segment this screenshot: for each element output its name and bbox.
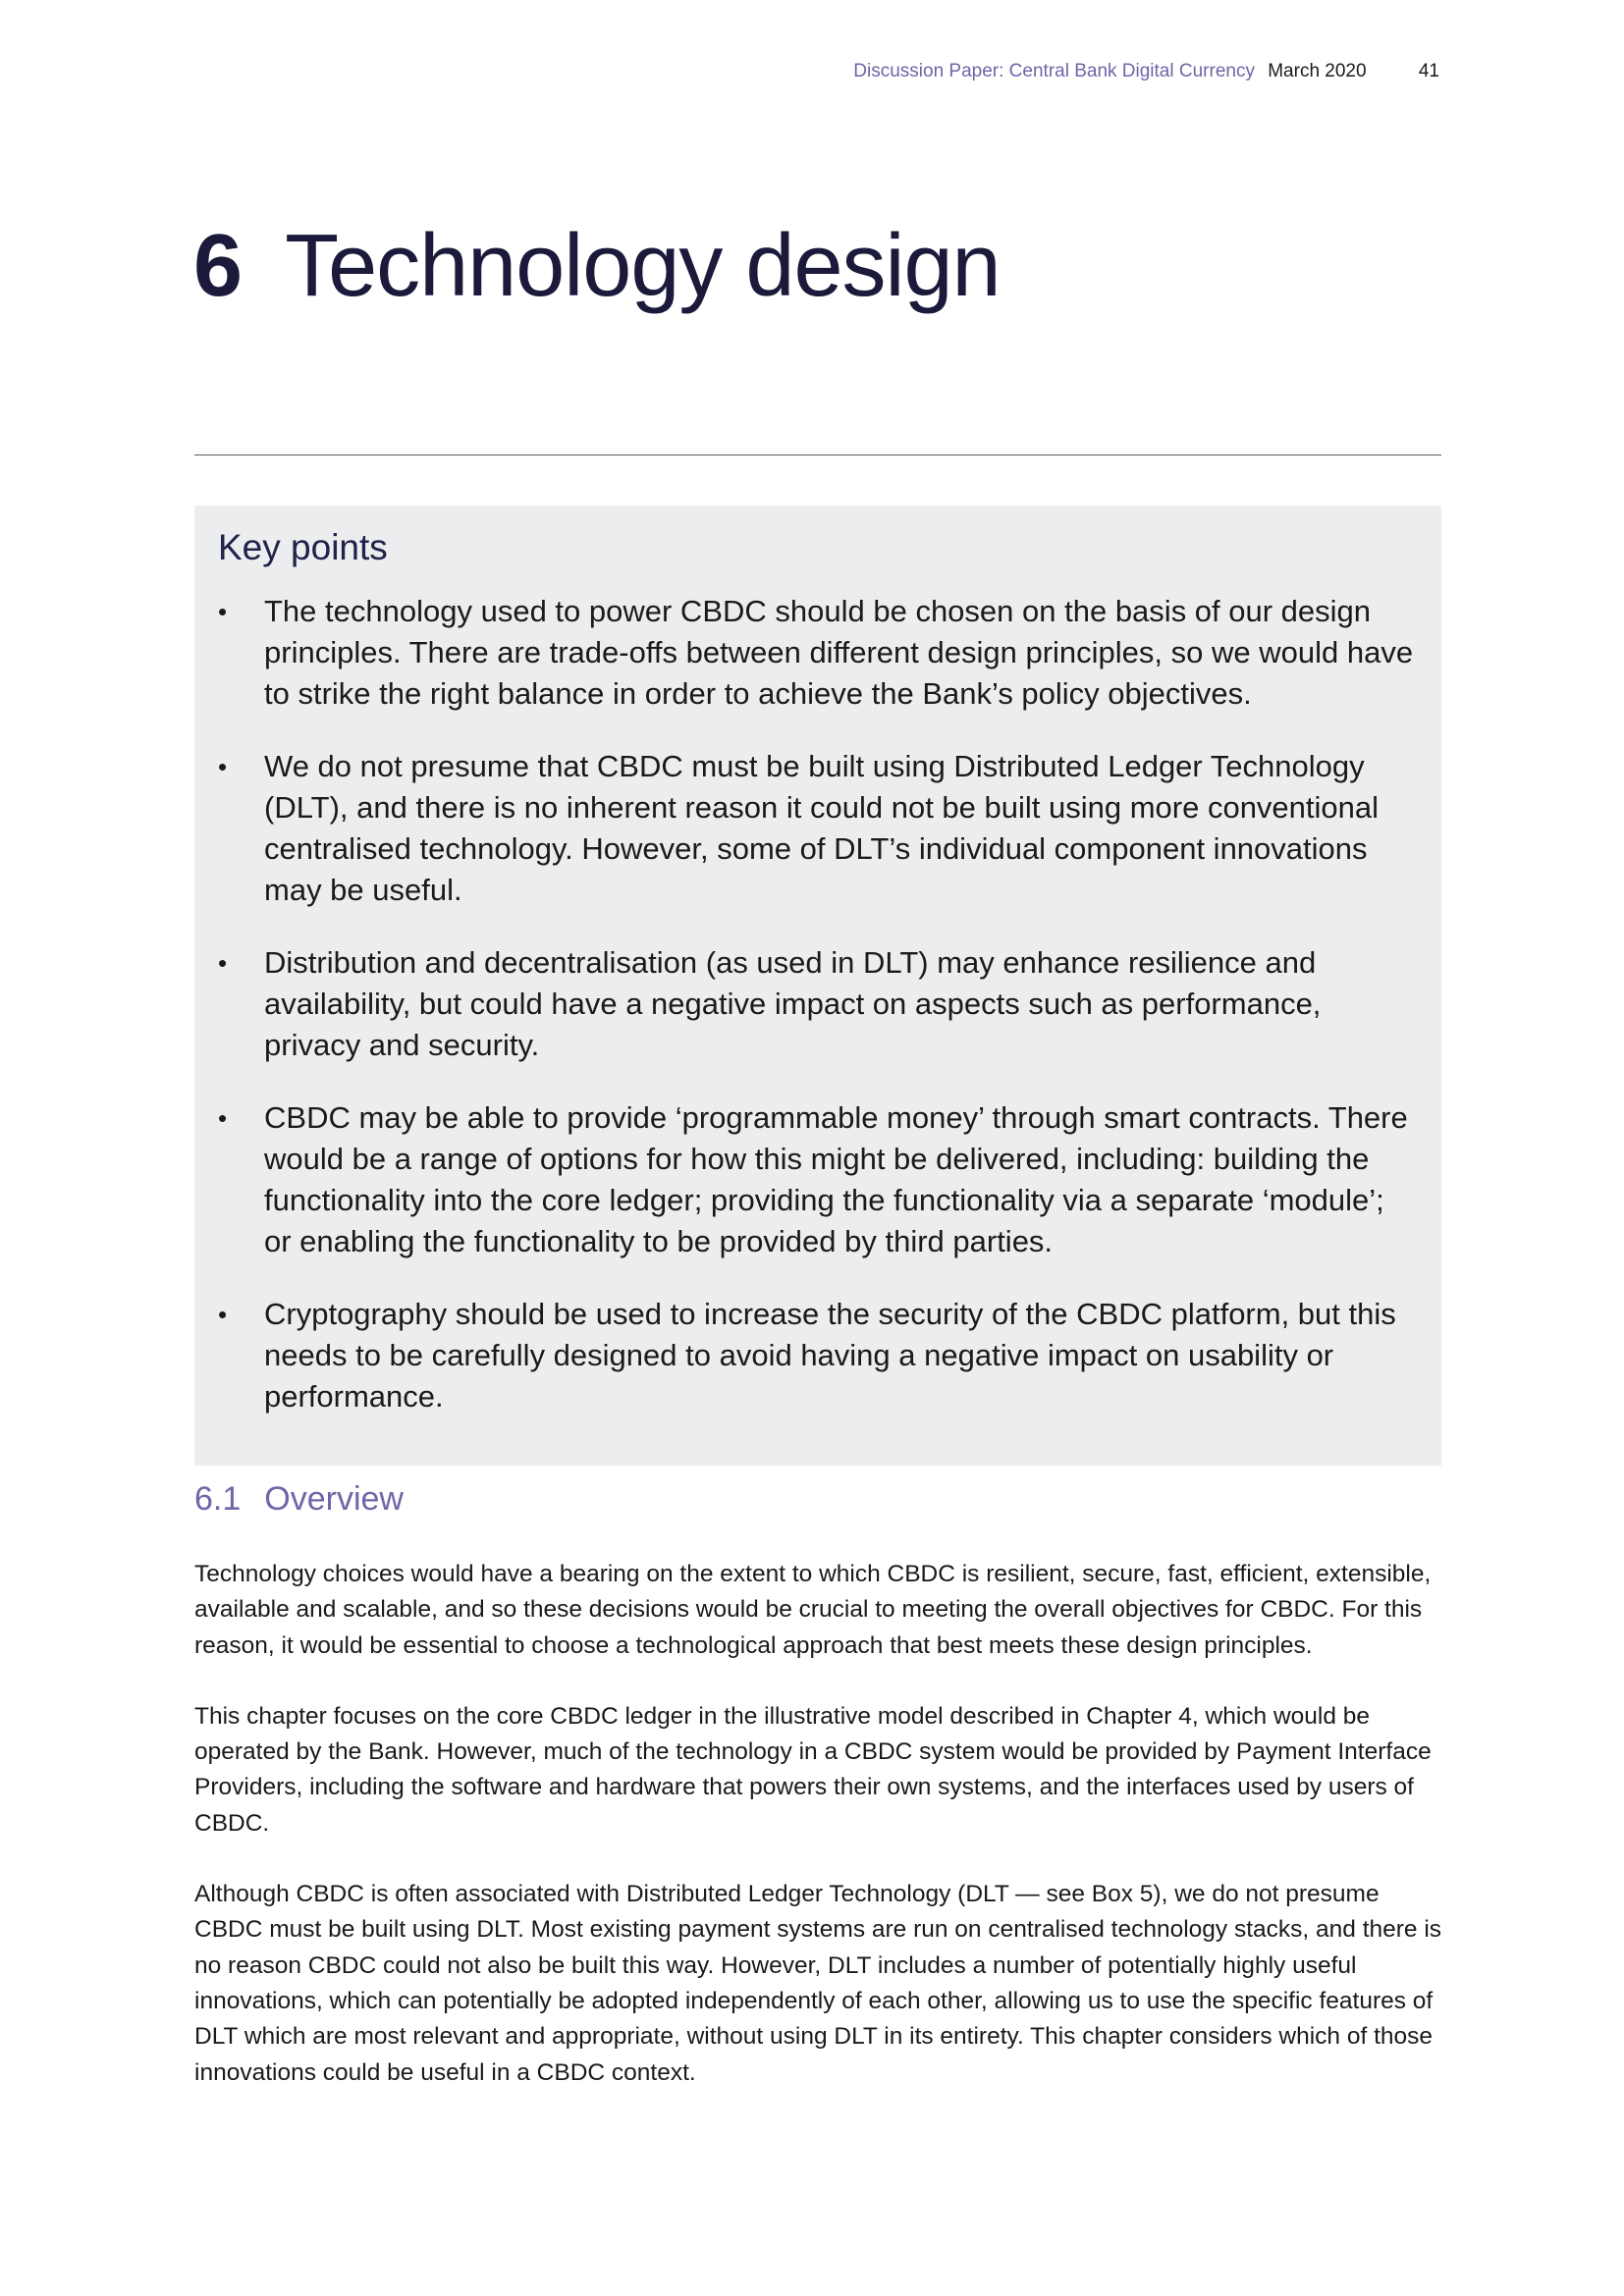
chapter-title: [193, 218, 1001, 315]
section-number: 6.1: [194, 1480, 242, 1518]
body-paragraph: This chapter focuses on the core CBDC ledger in the illustrative model described in Chapter 4, which would be operated by the Bank. However, much of the technology in a CBDC system would be provided by Payment Interface Providers, including the software and hardware that powers their own systems, and the interfaces used by users of CBDC.: [194, 1702, 1432, 1837]
document-series-title: Discussion Paper: Central Bank Digital Currency: [853, 61, 1255, 81]
key-point-item: [218, 1097, 1414, 1262]
bullet-icon: •: [218, 1300, 228, 1329]
key-point-text: Distribution and decentralisation (as used in DLT) may enhance resilience and availability, but could have a negative impact on aspects such as performance, privacy and security.: [264, 945, 1322, 1062]
bullet-icon: •: [218, 752, 228, 781]
key-point-text: We do not presume that CBDC must be built using Distributed Ledger Technology (DLT), and there is no inherent reason it could not be built using more conventional centralised technology. However, some of DLT’s individual component innovations may be useful.: [264, 749, 1380, 907]
bullet-icon: •: [218, 1103, 228, 1133]
key-point-text: Cryptography should be used to increase the security of the CBDC platform, but this needs to be carefully designed to avoid having a negative impact on usability or performance.: [264, 1297, 1396, 1414]
section-body: [194, 1557, 1443, 2126]
body-paragraph: Technology choices would have a bearing on the extent to which CBDC is resilient, secure, fast, efficient, extensible, available and scalable, and so these decisions would be crucial to meeting the overall objectives for CBDC. For this reason, it would be essential to choose a technological approach that best meets these design principles.: [194, 1561, 1432, 1659]
running-header: [853, 61, 1439, 82]
chapter-divider: [194, 454, 1441, 455]
body-paragraph: Although CBDC is often associated with Distributed Ledger Technology (DLT — see Box 5), we do not presume CBDC must be built using DLT. Most existing payment systems are run on centralised technology stacks, and there is no reason CBDC could not also be built this way. However, DLT includes a number of potentially highly useful innovations, which can potentially be adopted independently of each other, allowing us to use the specific features of DLT which are most relevant and appropriate, without using DLT in its entirety. This chapter considers which of those innovations could be useful in a CBDC context.: [194, 1881, 1442, 2086]
key-points-heading: Key points: [218, 527, 388, 567]
chapter-title-text: Technology design: [285, 217, 1001, 315]
bullet-icon: •: [218, 597, 228, 626]
section-title: Overview: [264, 1480, 404, 1518]
page-number: 41: [1418, 61, 1439, 81]
key-point-item: [218, 1294, 1414, 1417]
key-point-text: CBDC may be able to provide ‘programmable money’ through smart contracts. There would be a range of options for how this might be delivered, including: building the functionality into the core ledger; providing the functionality via a separate ‘module’; or enabling the functionality to be provided by third parties.: [264, 1100, 1408, 1258]
key-point-item: [218, 746, 1414, 911]
key-points-list: [218, 591, 1414, 1417]
chapter-number: 6: [193, 217, 243, 315]
key-point-item: [218, 591, 1414, 715]
publication-date: March 2020: [1268, 61, 1367, 81]
key-points-box: [194, 506, 1441, 1466]
key-point-item: [218, 942, 1414, 1066]
section-heading: [194, 1480, 404, 1519]
key-point-text: The technology used to power CBDC should be chosen on the basis of our design principles. There are trade-offs between different design principles, so we would have to strike the right balance in order to achieve the Bank’s policy objectives.: [264, 594, 1414, 711]
bullet-icon: •: [218, 948, 228, 978]
